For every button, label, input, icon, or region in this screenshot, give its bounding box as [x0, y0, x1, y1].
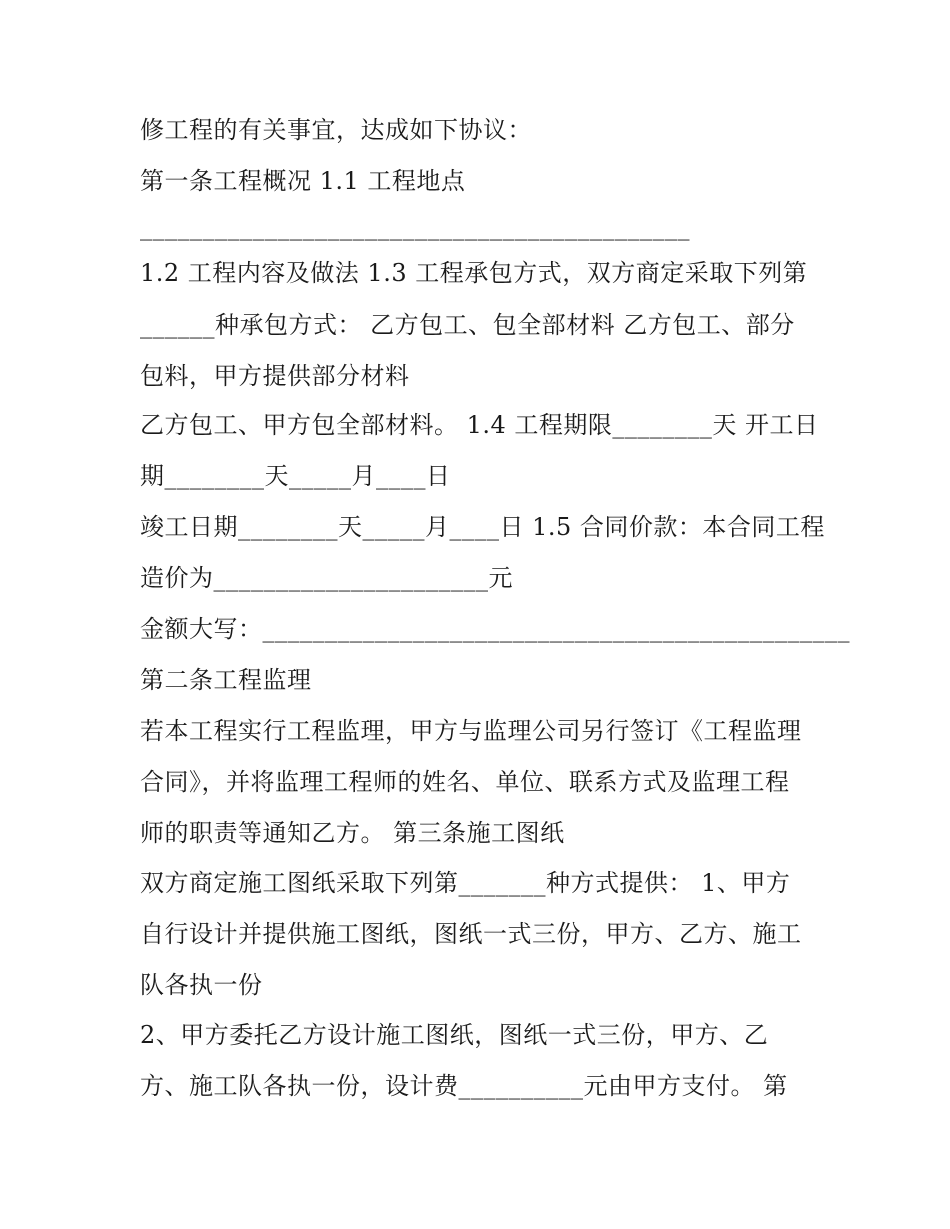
section-heading: 第二条工程监理: [140, 666, 312, 694]
text-line: 造价为______________________元: [140, 564, 513, 592]
text-line: 方、施工队各执一份，设计费__________元由甲方支付。 第: [140, 1072, 788, 1100]
text-line: 1.2 工程内容及做法 1.3 工程承包方式，双方商定采取下列第: [140, 259, 808, 287]
text-line: 竣工日期________天_____月____日 1.5 合同价款：本合同工程: [140, 513, 825, 541]
text-line: 乙方包工、甲方包全部材料。 1.4 工程期限________天 开工日: [140, 411, 819, 439]
text-line: 2、甲方委托乙方设计施工图纸，图纸一式三份，甲方、乙: [140, 1021, 769, 1049]
text-line: 修工程的有关事宜，达成如下协议：: [140, 116, 532, 144]
text-line: 师的职责等通知乙方。 第三条施工图纸: [140, 819, 565, 847]
text-line: 第一条工程概况 1.1 工程地点: [140, 167, 466, 195]
text-line: 金额大写：_______________________________________________: [140, 615, 850, 643]
text-line: 合同》，并将监理工程师的姓名、单位、联系方式及监理工程: [140, 768, 790, 796]
text-line: 双方商定施工图纸采取下列第_______种方式提供： 1、甲方: [140, 869, 791, 897]
blank-line: ____________________________________________: [140, 213, 690, 241]
text-line: 期________天_____月____日: [140, 462, 451, 490]
text-line: 自行设计并提供施工图纸，图纸一式三份，甲方、乙方、施工: [140, 920, 802, 948]
text-line: 队各执一份: [140, 971, 263, 999]
text-line: 若本工程实行工程监理，甲方与监理公司另行签订《工程监理: [140, 717, 802, 745]
text-line: ______种承包方式： 乙方包工、包全部材料 乙方包工、部分: [140, 311, 795, 339]
text-line: 包料，甲方提供部分材料: [140, 362, 410, 390]
